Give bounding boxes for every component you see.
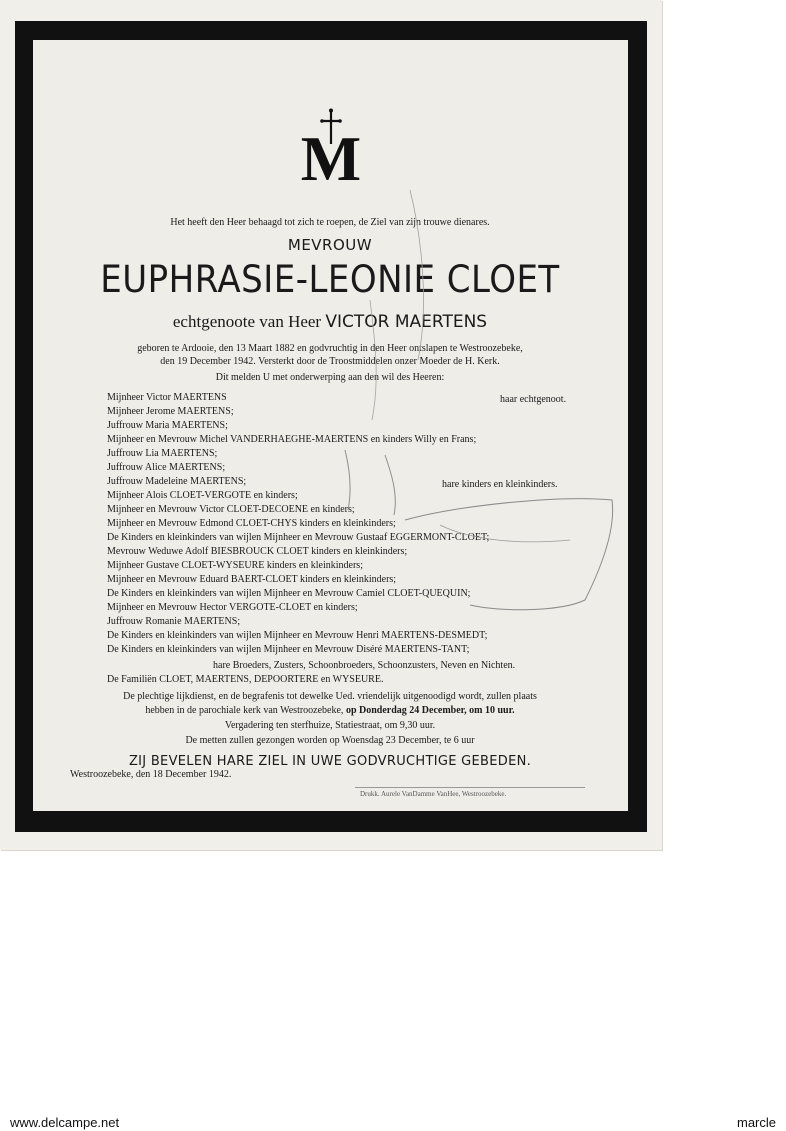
mourner-line: Mijnheer Victor MAERTENS <box>107 392 227 403</box>
mourner-line: Juffrouw Maria MAERTENS; <box>107 420 228 431</box>
mourner-line: Mijnheer en Mevrouw Edmond CLOET-CHYS kinders en kleinkinders; <box>107 518 396 529</box>
mourner-line: Juffrouw Madeleine MAERTENS; <box>107 476 247 487</box>
printer-credit: Drukk. Aurele VanDamme VanHee, Westroozebeke. <box>360 790 507 798</box>
title-prefix: MEVROUW <box>287 236 373 254</box>
birth-line-1: geboren te Ardooie, den 13 Maart 1882 en godvruchtig in den Heer ontslapen te Westroozebeke, <box>137 343 523 354</box>
mourner-line: De Kinders en kleinkinders van wijlen Mijnheer en Mevrouw Camiel CLOET-QUEQUIN; <box>107 588 471 599</box>
mourner-line: Mijnheer Alois CLOET-VERGOTE en kinders; <box>107 490 298 501</box>
funeral-line-3: Vergadering ten sterfhuize, Statiestraat, om 9,30 uur. <box>224 720 436 731</box>
relation-label: hare kinders en kleinkinders. <box>442 479 558 490</box>
mourner-line: Juffrouw Alice MAERTENS; <box>107 462 226 473</box>
svg-text:M: M <box>300 123 362 184</box>
mourner-line: Mijnheer en Mevrouw Eduard BAERT-CLOET kinders en kleinkinders; <box>107 574 397 585</box>
mourner-line: De Kinders en kleinkinders van wijlen Mijnheer en Mevrouw Henri MAERTENS-DESMEDT; <box>107 630 488 641</box>
funeral-date: op Donderdag 24 December, om 10 uur. <box>345 705 515 716</box>
mourner-line: Mijnheer Jerome MAERTENS; <box>107 406 234 417</box>
spouse-line-prefix: echtgenoote van Heer <box>172 312 326 331</box>
mourner-line: De Kinders en kleinkinders van wijlen Mijnheer en Mevrouw Diséré MAERTENS-TANT; <box>107 644 470 655</box>
birth-line-2: den 19 December 1942. Versterkt door de Troostmiddelen onzer Moeder de H. Kerk. <box>160 356 500 367</box>
cross-m-monogram-icon <box>292 108 370 184</box>
prayer-line: ZIJ BEVELEN HARE ZIEL IN UWE GODVRUCHTIGE GEBEDEN. <box>128 754 532 769</box>
funeral-line-2-prefix: hebben in de parochiale kerk van Westroozebeke, <box>145 705 346 716</box>
mourner-line: Mijnheer en Mevrouw Victor CLOET-DECOENE en kinders; <box>107 504 355 515</box>
mourner-line: Mijnheer en Mevrouw Hector VERGOTE-CLOET en kinders; <box>107 602 358 613</box>
funeral-line-1: De plechtige lijkdienst, en de begrafenis tot dewelke Ued. vriendelijk uitgenoodigd wordt, zullen plaats <box>123 691 537 702</box>
mourner-line: Juffrouw Romanie MAERTENS; <box>107 616 241 627</box>
printer-rule <box>355 787 585 788</box>
spouse-name: VICTOR MAERTENS <box>325 312 488 332</box>
mourner-line: Mevrouw Weduwe Adolf BIESBROUCK CLOET kinders en kleinkinders; <box>107 546 408 557</box>
mourner-line: Mijnheer en Mevrouw Michel VANDERHAEGHE-MAERTENS en kinders Willy en Frans; <box>107 434 477 445</box>
funeral-line-2 <box>60 705 600 717</box>
mourner-line: hare Broeders, Zusters, Schoonbroeders, Schoonzusters, Neven en Nichten. <box>213 660 516 671</box>
mourner-line: Juffrouw Lia MAERTENS; <box>107 448 218 459</box>
place-date: Westroozebeke, den 18 December 1942. <box>70 769 232 780</box>
deceased-name: EUPHRASIE-LEONIE CLOET <box>100 258 560 301</box>
mourner-line: De Kinders en kleinkinders van wijlen Mijnheer en Mevrouw Gustaaf EGGERMONT-CLOET; <box>107 532 490 543</box>
funeral-line-4: De metten zullen gezongen worden op Woensdag 23 December, te 6 uur <box>185 735 475 746</box>
mourner-line: Mijnheer Gustave CLOET-WYSEURE kinders en kleinkinders; <box>107 560 363 571</box>
relation-label: haar echtgenoot. <box>500 394 567 405</box>
announcement-line: Dit melden U met onderwerping aan den wil des Heeren: <box>215 372 445 383</box>
watermark-user: marcle <box>736 1115 776 1130</box>
spouse-line <box>60 312 600 332</box>
watermark-site: www.delcampe.net <box>10 1115 120 1130</box>
mourner-line: De Familiën CLOET, MAERTENS, DEPOORTERE en WYSEURE. <box>107 674 384 685</box>
intro-text: Het heeft den Heer behaagd tot zich te roepen, de Ziel van zijn trouwe dienares. <box>170 217 490 228</box>
